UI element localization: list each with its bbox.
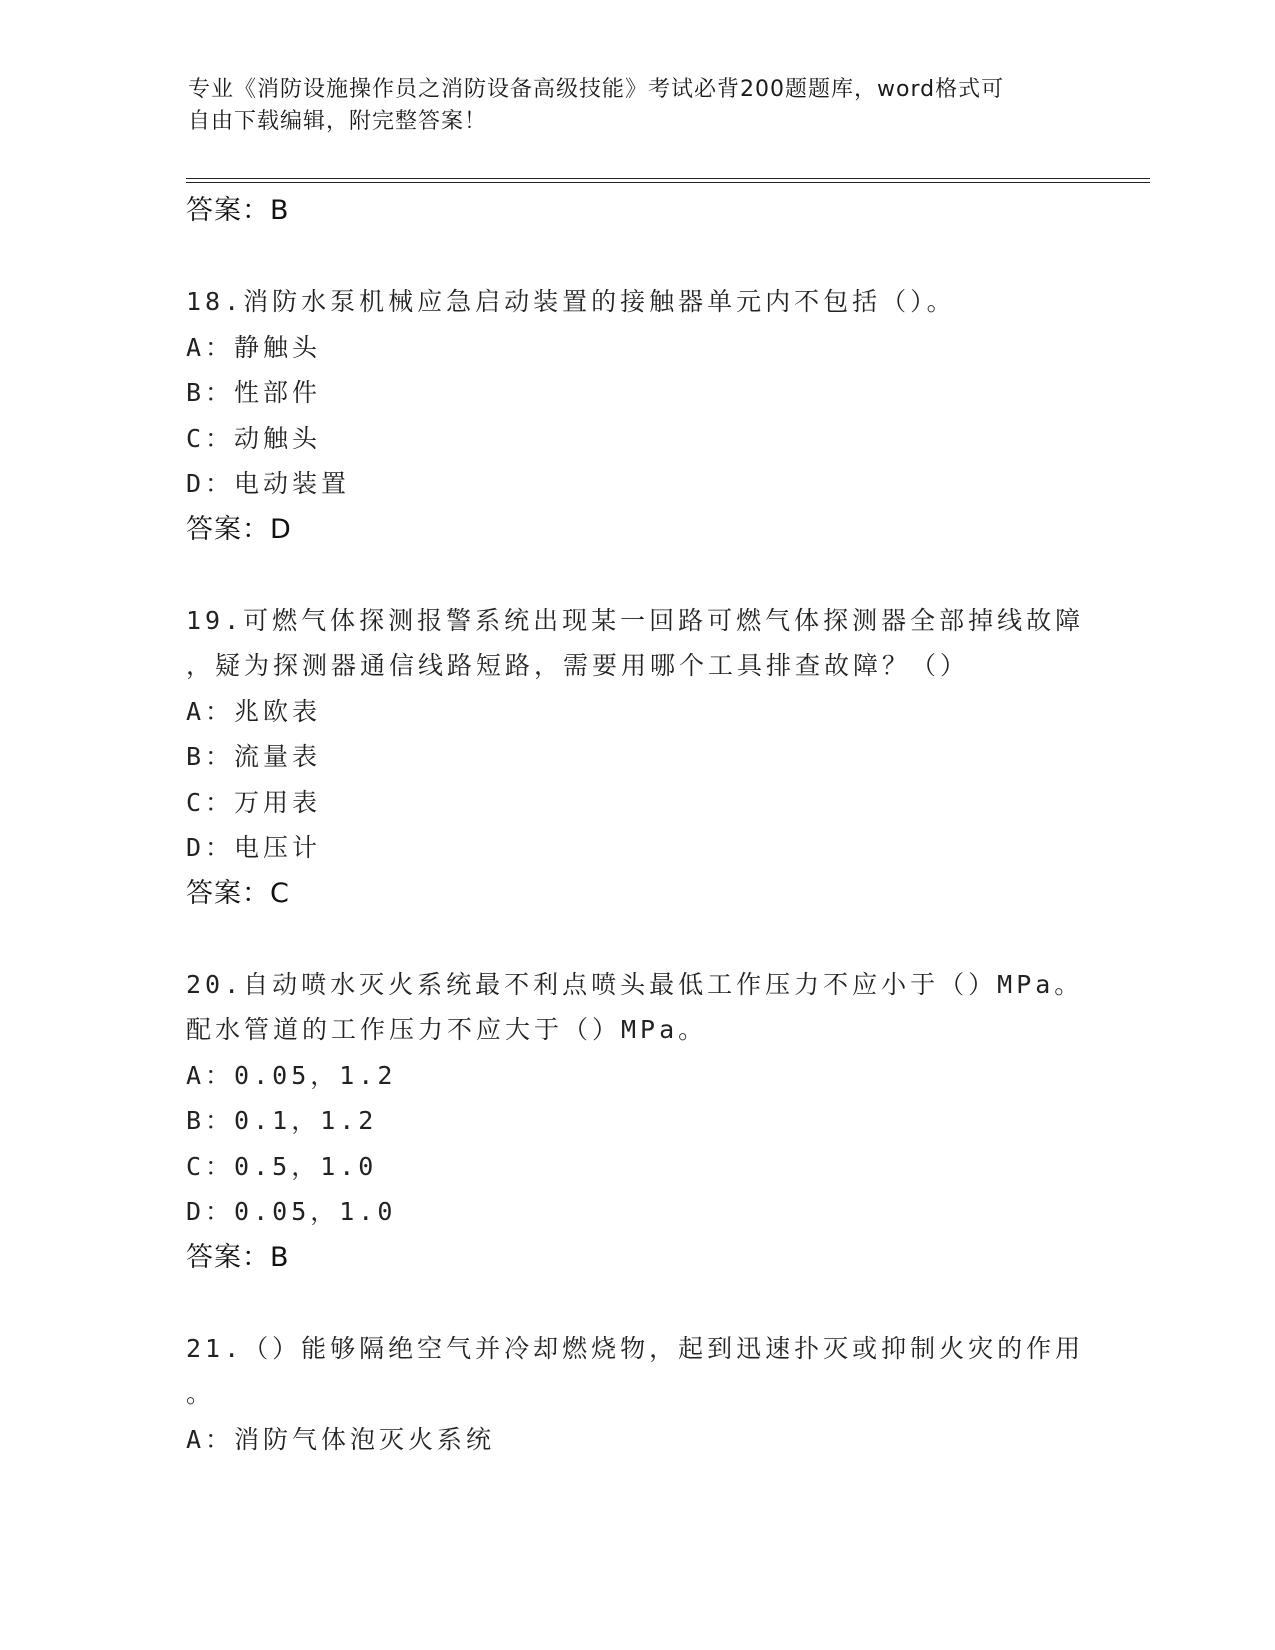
- option-c: C：万用表: [186, 787, 322, 817]
- option-d: D：电动装置: [186, 469, 351, 498]
- option-a: A：0.05，1.2: [186, 1060, 397, 1090]
- header-divider-top: [186, 178, 1150, 179]
- question-stem-continued: ，疑为探测器通信线路短路，需要用哪个工具排查故障？（）: [186, 651, 970, 680]
- spacer: [186, 916, 1086, 962]
- option-a: A：兆欧表: [186, 696, 322, 726]
- option-b: B：性部件: [186, 378, 322, 407]
- answer-line: 答案：B: [186, 1241, 290, 1273]
- option-c: C：0.5，1.0: [186, 1151, 378, 1181]
- spacer: [186, 552, 1086, 598]
- answer-line: 答案：C: [186, 877, 290, 909]
- question-stem: 21.（）能够隔绝空气并冷却燃烧物，起到迅速扑灭或抑制火灾的作用: [186, 1333, 1085, 1363]
- question-stem: 20.自动喷水灭火系统最不利点喷头最低工作压力不应小于（）MPa。: [186, 969, 1084, 999]
- option-a: A：消防气体泡灭火系统: [186, 1424, 496, 1454]
- answer-line: 答案：B: [186, 195, 290, 226]
- option-a: A：静触头: [186, 332, 322, 362]
- question-stem-continued: 配水管道的工作压力不应大于（）MPa。: [186, 1015, 708, 1044]
- question-stem: 19.可燃气体探测报警系统出现某一回路可燃气体探测器全部掉线故障: [186, 605, 1085, 635]
- option-c: C：动触头: [186, 423, 322, 453]
- header-line-2: 自由下载编辑，附完整答案！: [188, 109, 488, 134]
- answer-line: 答案：D: [186, 513, 292, 545]
- question-21: [186, 1326, 1086, 1463]
- header-divider-bottom: [186, 182, 1150, 183]
- option-d: D：电压计: [186, 833, 322, 862]
- header-line-1: 专业《消防设施操作员之消防设备高级技能》考试必背200题题库，word格式可: [188, 77, 1005, 102]
- question-18: [186, 279, 1086, 552]
- spacer: [186, 1280, 1086, 1326]
- question-20: [186, 962, 1086, 1281]
- option-b: B：0.1，1.2: [186, 1106, 378, 1135]
- question-content: [186, 188, 1086, 1462]
- page-header: [188, 74, 1068, 138]
- option-d: D：0.05，1.0: [186, 1197, 397, 1226]
- question-stem-continued: 。: [186, 1379, 216, 1408]
- question-stem: 18.消防水泵机械应急启动装置的接触器单元内不包括（）。: [186, 287, 956, 316]
- option-b: B：流量表: [186, 742, 322, 771]
- question-19: [186, 598, 1086, 917]
- spacer: [186, 234, 1086, 280]
